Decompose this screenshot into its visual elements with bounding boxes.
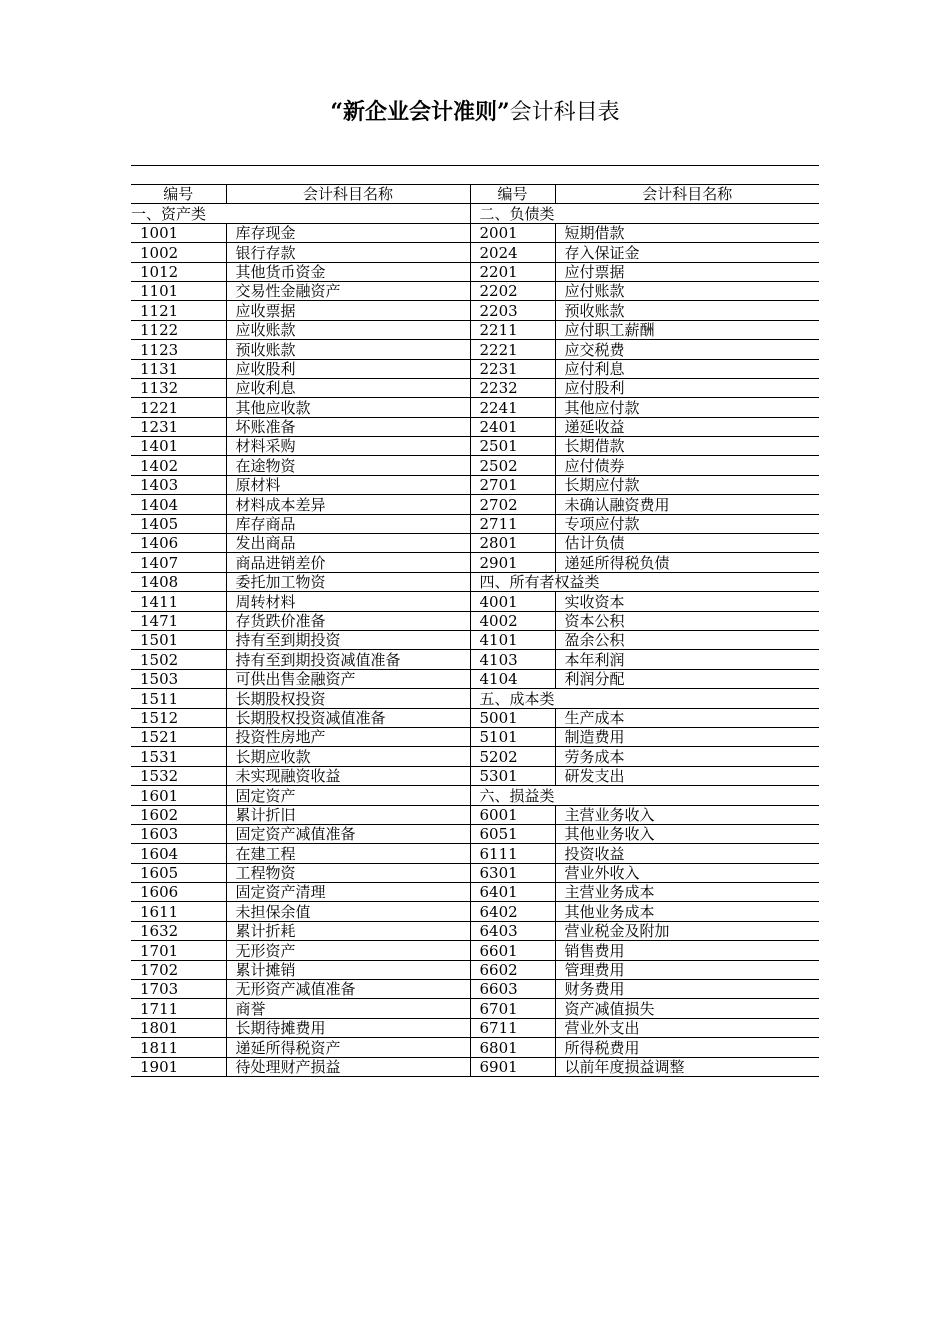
account-name: 固定资产清理 xyxy=(226,883,470,902)
table-row xyxy=(131,766,819,785)
table-row xyxy=(131,204,819,223)
account-name: 资产减值损失 xyxy=(555,999,819,1018)
account-name: 递延所得税资产 xyxy=(226,1038,470,1057)
category-label: 六、损益类 xyxy=(470,786,819,805)
account-name: 预收账款 xyxy=(555,301,819,320)
table-row xyxy=(131,669,819,688)
account-name: 投资收益 xyxy=(555,844,819,863)
account-name: 发出商品 xyxy=(226,534,470,553)
account-code: 2901 xyxy=(470,553,555,572)
account-code: 1002 xyxy=(131,243,226,262)
table-row xyxy=(131,340,819,359)
account-name: 累计折耗 xyxy=(226,921,470,940)
account-name: 应付账款 xyxy=(555,281,819,300)
account-name: 应付职工薪酬 xyxy=(555,320,819,339)
table-row xyxy=(131,883,819,902)
account-code: 1406 xyxy=(131,534,226,553)
account-code: 1131 xyxy=(131,359,226,378)
account-code: 1404 xyxy=(131,495,226,514)
account-code: 1403 xyxy=(131,475,226,494)
account-code: 1521 xyxy=(131,727,226,746)
account-name: 劳务成本 xyxy=(555,747,819,766)
account-code: 1012 xyxy=(131,262,226,281)
table-row xyxy=(131,786,819,805)
account-name: 存入保证金 xyxy=(555,243,819,262)
account-name: 交易性金融资产 xyxy=(226,281,470,300)
account-code: 2701 xyxy=(470,475,555,494)
account-code: 6403 xyxy=(470,921,555,940)
account-name: 利润分配 xyxy=(555,669,819,688)
account-code: 1606 xyxy=(131,883,226,902)
category-label: 二、负债类 xyxy=(470,204,819,223)
account-name: 应收账款 xyxy=(226,320,470,339)
account-code: 5301 xyxy=(470,766,555,785)
account-name: 周转材料 xyxy=(226,592,470,611)
account-code: 1532 xyxy=(131,766,226,785)
account-name: 未担保余值 xyxy=(226,902,470,921)
account-code: 1632 xyxy=(131,921,226,940)
account-name: 应收票据 xyxy=(226,301,470,320)
account-code: 6711 xyxy=(470,1018,555,1037)
account-code: 2001 xyxy=(470,223,555,242)
account-code: 4101 xyxy=(470,630,555,649)
account-code: 1221 xyxy=(131,398,226,417)
account-name: 销售费用 xyxy=(555,941,819,960)
account-code: 2501 xyxy=(470,437,555,456)
account-name: 累计摊销 xyxy=(226,960,470,979)
account-name: 长期应付款 xyxy=(555,475,819,494)
table-row xyxy=(131,514,819,533)
account-name: 主营业务成本 xyxy=(555,883,819,902)
account-name: 盈余公积 xyxy=(555,630,819,649)
account-code: 2203 xyxy=(470,301,555,320)
account-code: 1711 xyxy=(131,999,226,1018)
table-row xyxy=(131,592,819,611)
table-row xyxy=(131,398,819,417)
category-label: 四、所有者权益类 xyxy=(470,572,819,591)
category-label: 一、资产类 xyxy=(131,204,470,223)
table-row xyxy=(131,844,819,863)
account-code: 1801 xyxy=(131,1018,226,1037)
table-row xyxy=(131,553,819,572)
account-name: 生产成本 xyxy=(555,708,819,727)
account-name: 待处理财产损益 xyxy=(226,1057,470,1076)
header-name-right: 会计科目名称 xyxy=(555,185,819,204)
table-row xyxy=(131,534,819,553)
table-row xyxy=(131,417,819,436)
account-name: 库存商品 xyxy=(226,514,470,533)
account-name: 递延收益 xyxy=(555,417,819,436)
table-row xyxy=(131,999,819,1018)
account-code: 1121 xyxy=(131,301,226,320)
account-code: 4002 xyxy=(470,611,555,630)
account-name: 银行存款 xyxy=(226,243,470,262)
account-name: 应收利息 xyxy=(226,378,470,397)
account-name: 持有至到期投资 xyxy=(226,630,470,649)
account-code: 2502 xyxy=(470,456,555,475)
account-code: 6111 xyxy=(470,844,555,863)
account-name: 在途物资 xyxy=(226,456,470,475)
table-row xyxy=(131,262,819,281)
account-code: 1702 xyxy=(131,960,226,979)
account-code: 1502 xyxy=(131,650,226,669)
account-code: 1602 xyxy=(131,805,226,824)
account-code: 1611 xyxy=(131,902,226,921)
page-title xyxy=(0,97,950,128)
table-row xyxy=(131,1057,819,1076)
account-code: 2711 xyxy=(470,514,555,533)
table-row xyxy=(131,611,819,630)
account-name: 材料采购 xyxy=(226,437,470,456)
title-bold: “新企业会计准则” xyxy=(330,99,510,125)
account-code: 1605 xyxy=(131,863,226,882)
account-name: 短期借款 xyxy=(555,223,819,242)
table-row xyxy=(131,824,819,843)
account-name: 营业外收入 xyxy=(555,863,819,882)
category-label: 五、成本类 xyxy=(470,689,819,708)
account-name: 长期借款 xyxy=(555,437,819,456)
account-code: 1132 xyxy=(131,378,226,397)
account-table xyxy=(131,184,819,1077)
account-name: 长期股权投资减值准备 xyxy=(226,708,470,727)
account-code: 2801 xyxy=(470,534,555,553)
account-code: 1122 xyxy=(131,320,226,339)
account-name: 库存现金 xyxy=(226,223,470,242)
account-code: 6401 xyxy=(470,883,555,902)
account-name: 专项应付款 xyxy=(555,514,819,533)
account-name: 无形资产减值准备 xyxy=(226,980,470,999)
account-code: 6402 xyxy=(470,902,555,921)
account-name: 在建工程 xyxy=(226,844,470,863)
account-code: 1503 xyxy=(131,669,226,688)
account-name: 应付票据 xyxy=(555,262,819,281)
account-code: 5001 xyxy=(470,708,555,727)
table-header-row xyxy=(131,185,819,204)
account-code: 2201 xyxy=(470,262,555,281)
account-name: 估计负债 xyxy=(555,534,819,553)
table-row xyxy=(131,863,819,882)
account-name: 委托加工物资 xyxy=(226,572,470,591)
header-name-left: 会计科目名称 xyxy=(226,185,470,204)
table-row xyxy=(131,495,819,514)
account-code: 1407 xyxy=(131,553,226,572)
account-code: 6901 xyxy=(470,1057,555,1076)
account-name: 无形资产 xyxy=(226,941,470,960)
table-row xyxy=(131,960,819,979)
account-name: 主营业务收入 xyxy=(555,805,819,824)
account-name: 其他应收款 xyxy=(226,398,470,417)
account-code: 1402 xyxy=(131,456,226,475)
table-row xyxy=(131,359,819,378)
account-code: 2202 xyxy=(470,281,555,300)
account-name: 研发支出 xyxy=(555,766,819,785)
account-code: 1531 xyxy=(131,747,226,766)
account-code: 2024 xyxy=(470,243,555,262)
account-name: 财务费用 xyxy=(555,980,819,999)
account-name: 本年利润 xyxy=(555,650,819,669)
table-row xyxy=(131,630,819,649)
account-name: 应付利息 xyxy=(555,359,819,378)
table-row xyxy=(131,921,819,940)
table-row xyxy=(131,980,819,999)
account-name: 应付股利 xyxy=(555,378,819,397)
table-row xyxy=(131,475,819,494)
account-name: 制造费用 xyxy=(555,727,819,746)
account-name: 材料成本差异 xyxy=(226,495,470,514)
table-row xyxy=(131,747,819,766)
account-code: 2221 xyxy=(470,340,555,359)
account-code: 5101 xyxy=(470,727,555,746)
account-code: 2241 xyxy=(470,398,555,417)
account-code: 1408 xyxy=(131,572,226,591)
account-name: 商誉 xyxy=(226,999,470,1018)
account-code: 1901 xyxy=(131,1057,226,1076)
account-name: 累计折旧 xyxy=(226,805,470,824)
account-code: 2401 xyxy=(470,417,555,436)
account-code: 2232 xyxy=(470,378,555,397)
table-row xyxy=(131,941,819,960)
table-row xyxy=(131,708,819,727)
account-name: 应交税费 xyxy=(555,340,819,359)
account-name: 商品进销差价 xyxy=(226,553,470,572)
account-name: 未确认融资费用 xyxy=(555,495,819,514)
table-row xyxy=(131,223,819,242)
account-code: 6601 xyxy=(470,941,555,960)
account-name: 固定资产减值准备 xyxy=(226,824,470,843)
account-name: 长期待摊费用 xyxy=(226,1018,470,1037)
account-name: 其他应付款 xyxy=(555,398,819,417)
account-name: 其他业务收入 xyxy=(555,824,819,843)
account-code: 6602 xyxy=(470,960,555,979)
account-code: 5202 xyxy=(470,747,555,766)
header-code-right: 编号 xyxy=(470,185,555,204)
table-row xyxy=(131,378,819,397)
account-code: 1101 xyxy=(131,281,226,300)
account-code: 6603 xyxy=(470,980,555,999)
account-name: 坏账准备 xyxy=(226,417,470,436)
account-name: 以前年度损益调整 xyxy=(555,1057,819,1076)
account-code: 6801 xyxy=(470,1038,555,1057)
table-row xyxy=(131,902,819,921)
account-code: 1703 xyxy=(131,980,226,999)
account-name: 递延所得税负债 xyxy=(555,553,819,572)
account-name: 营业外支出 xyxy=(555,1018,819,1037)
account-code: 1512 xyxy=(131,708,226,727)
account-code: 1701 xyxy=(131,941,226,960)
table-row xyxy=(131,320,819,339)
account-name: 所得税费用 xyxy=(555,1038,819,1057)
table-row xyxy=(131,1018,819,1037)
account-name: 可供出售金融资产 xyxy=(226,669,470,688)
account-name: 原材料 xyxy=(226,475,470,494)
account-code: 1604 xyxy=(131,844,226,863)
table-row xyxy=(131,301,819,320)
account-code: 1501 xyxy=(131,630,226,649)
account-code: 1511 xyxy=(131,689,226,708)
account-code: 2702 xyxy=(470,495,555,514)
account-code: 2211 xyxy=(470,320,555,339)
account-name: 管理费用 xyxy=(555,960,819,979)
account-code: 4103 xyxy=(470,650,555,669)
table-row xyxy=(131,437,819,456)
account-code: 4001 xyxy=(470,592,555,611)
table-row xyxy=(131,281,819,300)
account-name: 应收股利 xyxy=(226,359,470,378)
account-name: 持有至到期投资减值准备 xyxy=(226,650,470,669)
table-row xyxy=(131,572,819,591)
account-code: 1001 xyxy=(131,223,226,242)
top-rule xyxy=(131,165,819,166)
title-rest: 会计科目表 xyxy=(509,100,620,125)
account-name: 预收账款 xyxy=(226,340,470,359)
account-code: 1123 xyxy=(131,340,226,359)
account-code: 1401 xyxy=(131,437,226,456)
account-code: 4104 xyxy=(470,669,555,688)
account-name: 其他业务成本 xyxy=(555,902,819,921)
header-code-left: 编号 xyxy=(131,185,226,204)
account-code: 6051 xyxy=(470,824,555,843)
account-code: 1411 xyxy=(131,592,226,611)
account-name: 工程物资 xyxy=(226,863,470,882)
table-row xyxy=(131,650,819,669)
account-code: 1405 xyxy=(131,514,226,533)
table-row xyxy=(131,456,819,475)
account-code: 1603 xyxy=(131,824,226,843)
account-code: 6301 xyxy=(470,863,555,882)
account-code: 6701 xyxy=(470,999,555,1018)
account-code: 1811 xyxy=(131,1038,226,1057)
table-row xyxy=(131,727,819,746)
table-row xyxy=(131,1038,819,1057)
account-name: 长期应收款 xyxy=(226,747,470,766)
table-row xyxy=(131,243,819,262)
account-name: 存货跌价准备 xyxy=(226,611,470,630)
table-row xyxy=(131,805,819,824)
account-code: 1471 xyxy=(131,611,226,630)
account-code: 1231 xyxy=(131,417,226,436)
account-name: 资本公积 xyxy=(555,611,819,630)
account-code: 2231 xyxy=(470,359,555,378)
account-name: 未实现融资收益 xyxy=(226,766,470,785)
account-name: 其他货币资金 xyxy=(226,262,470,281)
account-name: 营业税金及附加 xyxy=(555,921,819,940)
account-name: 投资性房地产 xyxy=(226,727,470,746)
account-code: 6001 xyxy=(470,805,555,824)
account-name: 实收资本 xyxy=(555,592,819,611)
account-name: 应付债券 xyxy=(555,456,819,475)
table-row xyxy=(131,689,819,708)
account-name: 长期股权投资 xyxy=(226,689,470,708)
account-code: 1601 xyxy=(131,786,226,805)
account-name: 固定资产 xyxy=(226,786,470,805)
